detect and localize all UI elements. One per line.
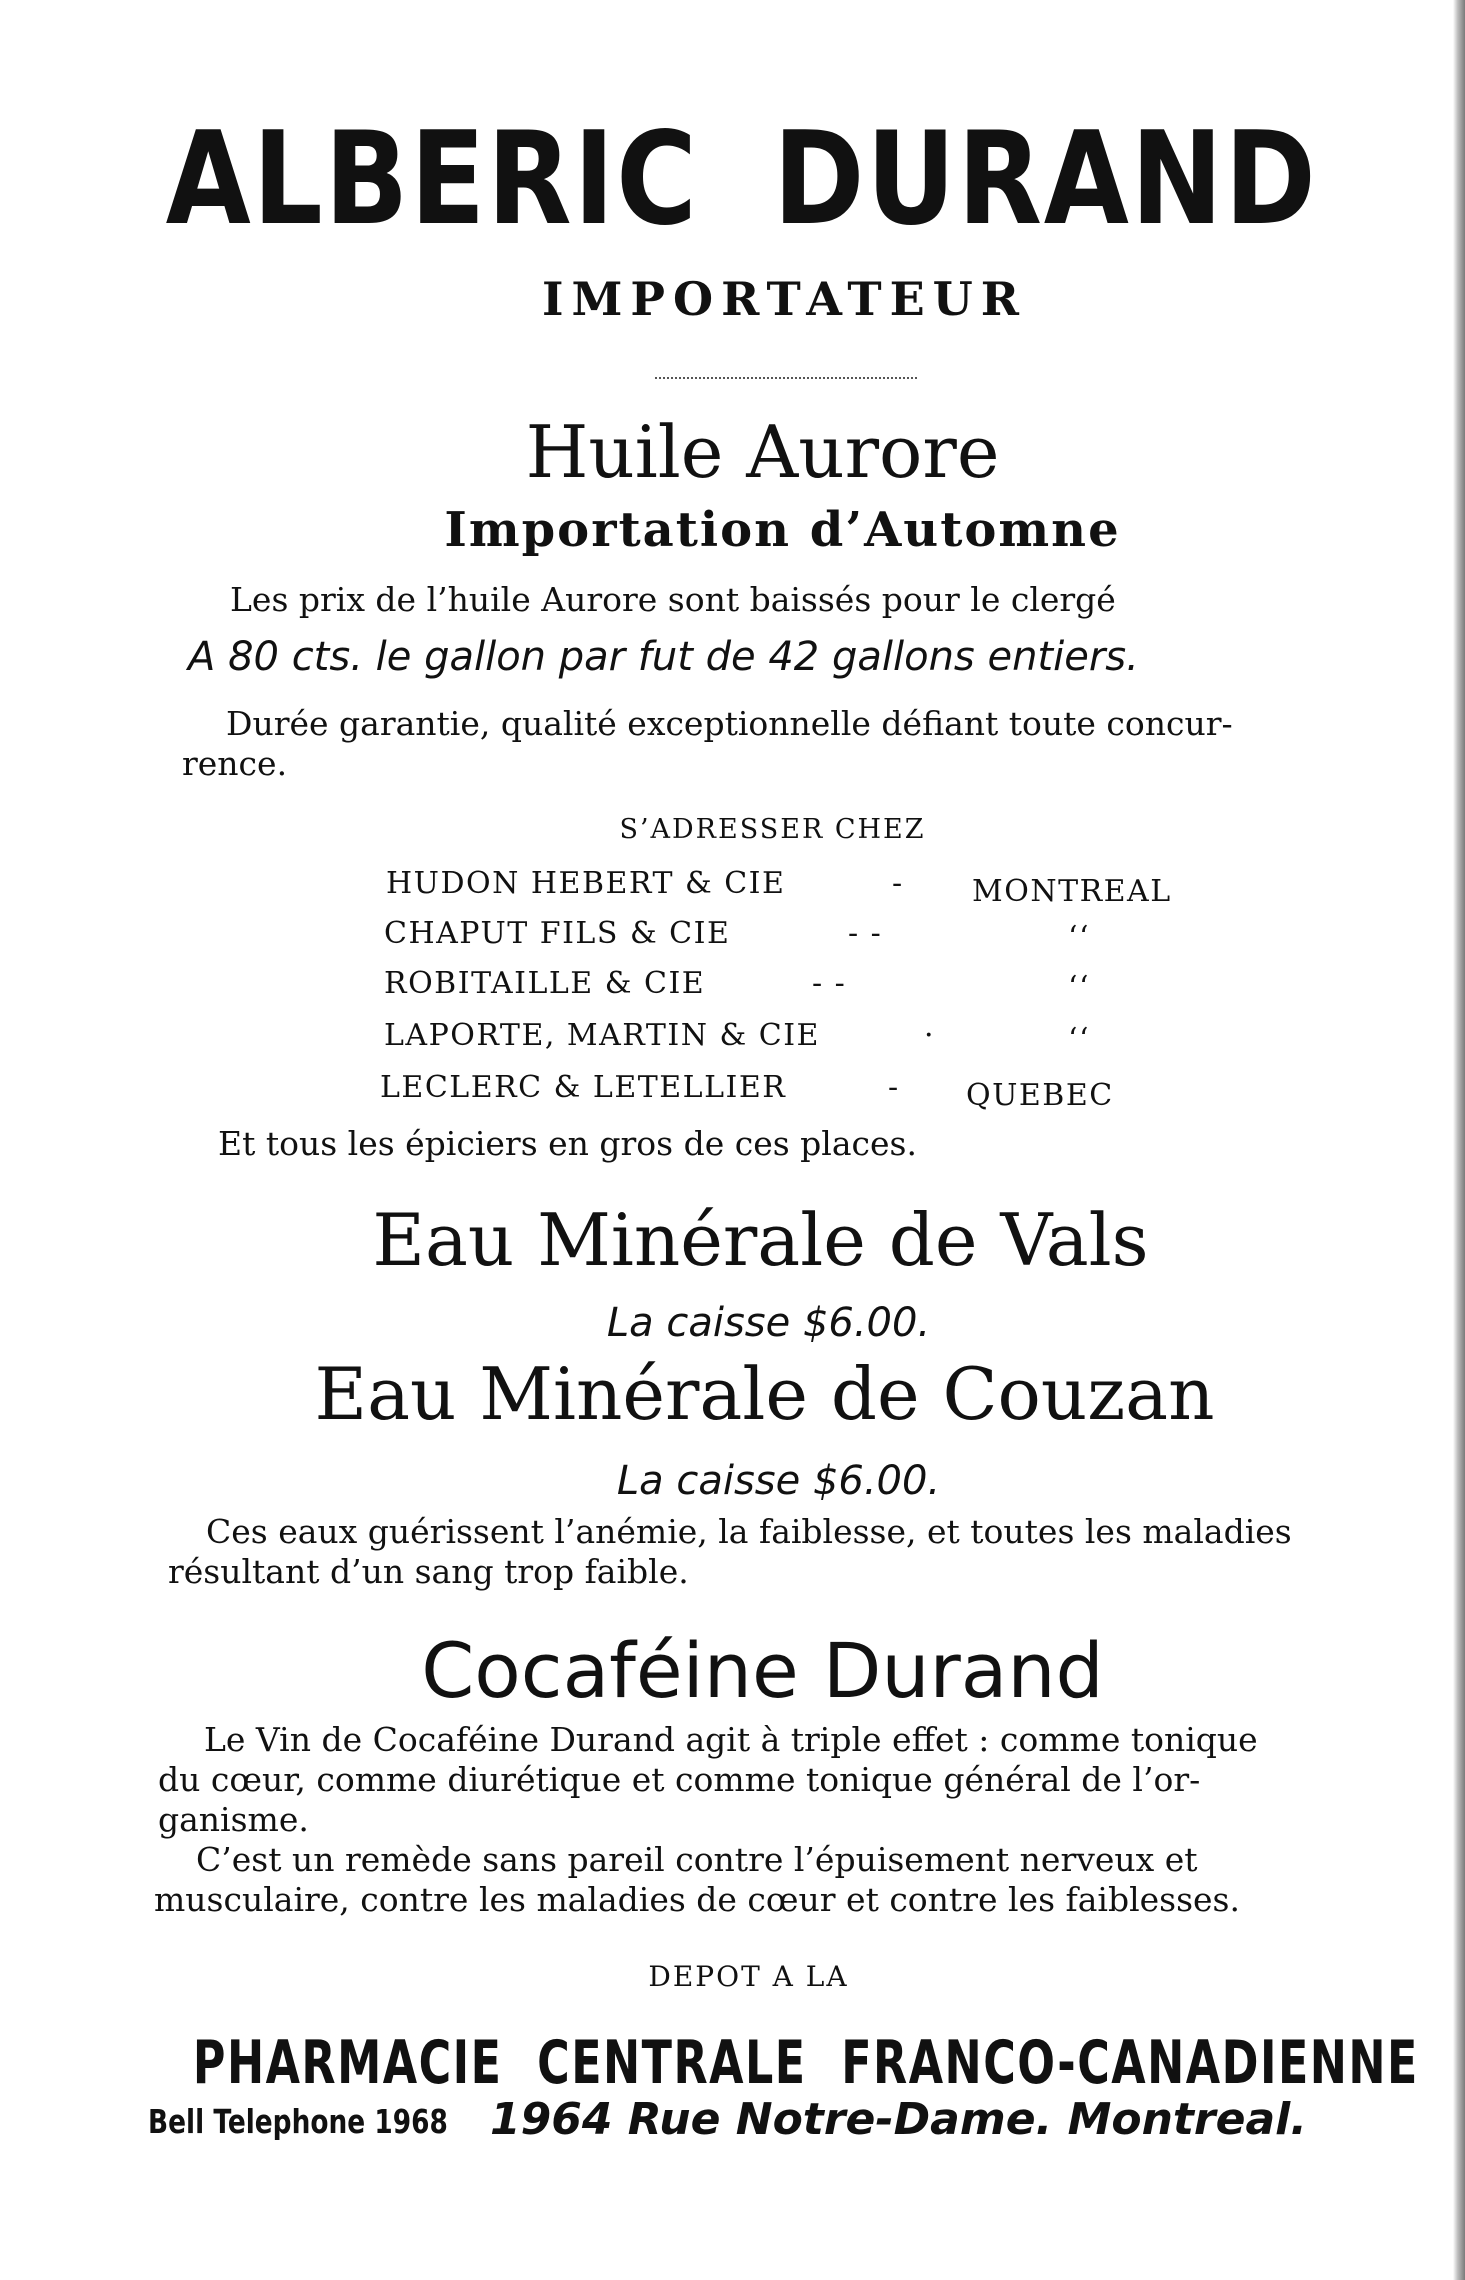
pharmacy-address: 1964 Rue Notre-Dame. Montreal. [490, 2094, 1307, 2145]
distributor-dash: - [888, 1070, 900, 1105]
distributor-name: CHAPUT FILS & CIE [384, 916, 731, 951]
couzan-desc-line-2: résultant d’un sang trop faible. [168, 1552, 689, 1591]
distributor-city: MONTREAL [972, 874, 1172, 909]
vals-price: La caisse $6.00. [606, 1300, 931, 1346]
page-edge-shadow [1453, 0, 1465, 2280]
cocafeine-title: Cocaféine Durand [421, 1626, 1104, 1715]
cocafeine-para2-line-1: C’est un remède sans pareil contre l’épuisement nerveux et [196, 1840, 1198, 1879]
cocafeine-para1-line-1: Le Vin de Cocaféine Durand agit à triple effet : comme tonique [204, 1720, 1258, 1759]
huile-quality-line-2: rence. [182, 744, 288, 783]
cocafeine-para1-line-2: du cœur, comme diurétique et comme tonique général de l’or- [158, 1760, 1201, 1799]
depot-label: DEPOT A LA [648, 1960, 849, 1993]
cocafeine-para2-line-2: musculaire, contre les maladies de cœur et contre les faiblesses. [154, 1880, 1240, 1919]
huile-price-line-2: A 80 cts. le gallon par fut de 42 gallons entiers. [188, 634, 1139, 680]
distributor-name: LAPORTE, MARTIN & CIE [384, 1018, 820, 1053]
pharmacy-name: PHARMACIE CENTRALE FRANCO-CANADIENNE [192, 2028, 1419, 2098]
distributor-name: ROBITAILLE & CIE [384, 966, 706, 1001]
distributor-dash: - - [848, 916, 883, 951]
couzan-price: La caisse $6.00. [616, 1458, 941, 1504]
distributor-city: ‘‘ [1068, 970, 1091, 1005]
huile-price-line-1: Les prix de l’huile Aurore sont baissés pour le clergé [230, 580, 1116, 619]
distributor-dash: - - [812, 966, 847, 1001]
distributor-name: HUDON HEBERT & CIE [386, 866, 786, 901]
divider-rule [655, 377, 917, 379]
distributor-city: ‘‘ [1068, 1022, 1091, 1057]
huile-title: Huile Aurore [525, 410, 1000, 494]
contact-header: S’ADRESSER CHEZ [619, 814, 926, 845]
vals-title: Eau Minérale de Vals [372, 1198, 1149, 1282]
huile-footer-line: Et tous les épiciers en gros de ces places. [218, 1124, 917, 1163]
company-title: ALBERIC DURAND [165, 105, 1318, 254]
distributor-name: LECLERC & LETELLIER [380, 1070, 787, 1105]
distributor-dash: - [892, 866, 904, 901]
couzan-desc-line-1: Ces eaux guérissent l’anémie, la faiblesse, et toutes les maladies [206, 1512, 1292, 1551]
huile-quality-line-1: Durée garantie, qualité exceptionnelle défiant toute concur- [226, 704, 1233, 743]
distributor-city: QUEBEC [966, 1078, 1114, 1113]
huile-subtitle: Importation d’Automne [444, 502, 1121, 558]
couzan-title: Eau Minérale de Couzan [314, 1352, 1215, 1436]
company-subtitle: IMPORTATEUR [541, 272, 1028, 326]
telephone-number: Bell Telephone 1968 [148, 2102, 448, 2141]
cocafeine-para1-line-3: ganisme. [158, 1800, 309, 1839]
distributor-city: ‘‘ [1068, 920, 1091, 955]
distributor-dash: · [924, 1018, 936, 1053]
